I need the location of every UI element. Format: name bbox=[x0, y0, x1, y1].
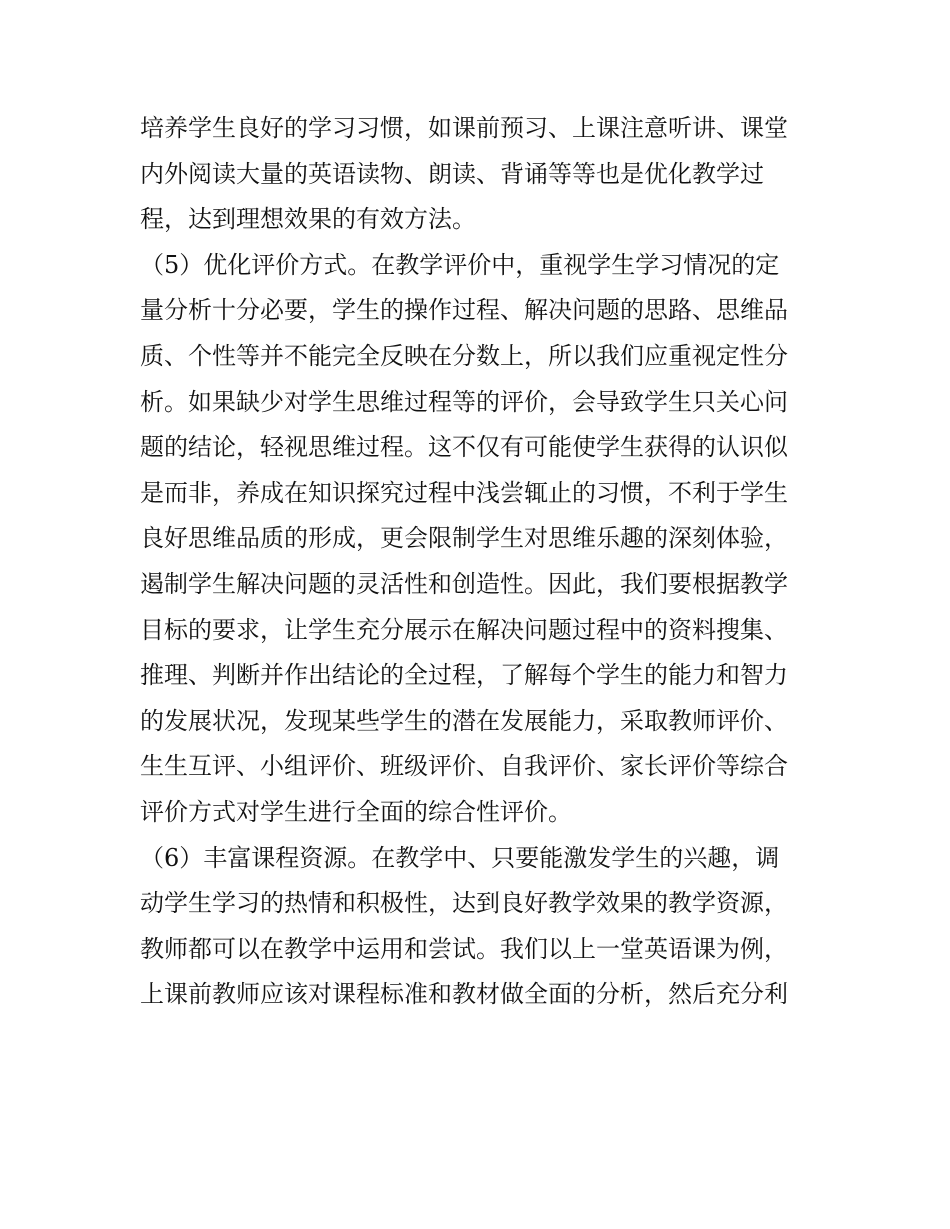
text-line: 教师都可以在教学中运用和尝试。我们以上一堂英语课为例， bbox=[140, 934, 788, 963]
text-line: 培养学生良好的学习习惯，如课前预习、上课注意听讲、课堂 bbox=[140, 114, 788, 142]
text-line: 内外阅读大量的英语读物、朗读、背诵等等也是优化教学过 bbox=[140, 159, 764, 188]
text-line: 动学生学习的热情和积极性，达到良好教学效果的教学资源， bbox=[140, 889, 788, 918]
text-line: 量分析十分必要，学生的操作过程、解决问题的思路、思维品 bbox=[140, 296, 788, 325]
text-line: 的发展状况，发现某些学生的潜在发展能力，采取教师评价、 bbox=[140, 706, 788, 735]
text-line: 题的结论，轻视思维过程。这不仅有可能使学生获得的认识似 bbox=[140, 433, 788, 462]
text-line: （6）丰富课程资源。在教学中、只要能激发学生的兴趣，调 bbox=[140, 843, 780, 872]
text-line: 上课前教师应该对课程标准和教材做全面的分析，然后充分利 bbox=[140, 980, 788, 1009]
text-line: 程，达到理想效果的有效方法。 bbox=[140, 205, 476, 234]
text-line: （5）优化评价方式。在教学评价中，重视学生学习情况的定 bbox=[140, 250, 780, 279]
body-text bbox=[140, 106, 820, 1018]
text-line: 推理、判断并作出结论的全过程，了解每个学生的能力和智力 bbox=[140, 661, 788, 690]
text-line: 良好思维品质的形成，更会限制学生对思维乐趣的深刻体验， bbox=[140, 524, 788, 553]
text-line: 目标的要求，让学生充分展示在解决问题过程中的资料搜集、 bbox=[140, 615, 788, 644]
text-line: 评价方式对学生进行全面的综合性评价。 bbox=[140, 797, 572, 826]
text-line: 生生互评、小组评价、班级评价、自我评价、家长评价等综合 bbox=[140, 752, 788, 781]
text-line: 析。如果缺少对学生思维过程等的评价，会导致学生只关心问 bbox=[140, 387, 788, 416]
text-line: 质、个性等并不能完全反映在分数上，所以我们应重视定性分 bbox=[140, 341, 788, 370]
text-line: 是而非，养成在知识探究过程中浅尝辄止的习惯，不利于学生 bbox=[140, 478, 788, 507]
text-line: 遏制学生解决问题的灵活性和创造性。因此，我们要根据教学 bbox=[140, 569, 788, 598]
